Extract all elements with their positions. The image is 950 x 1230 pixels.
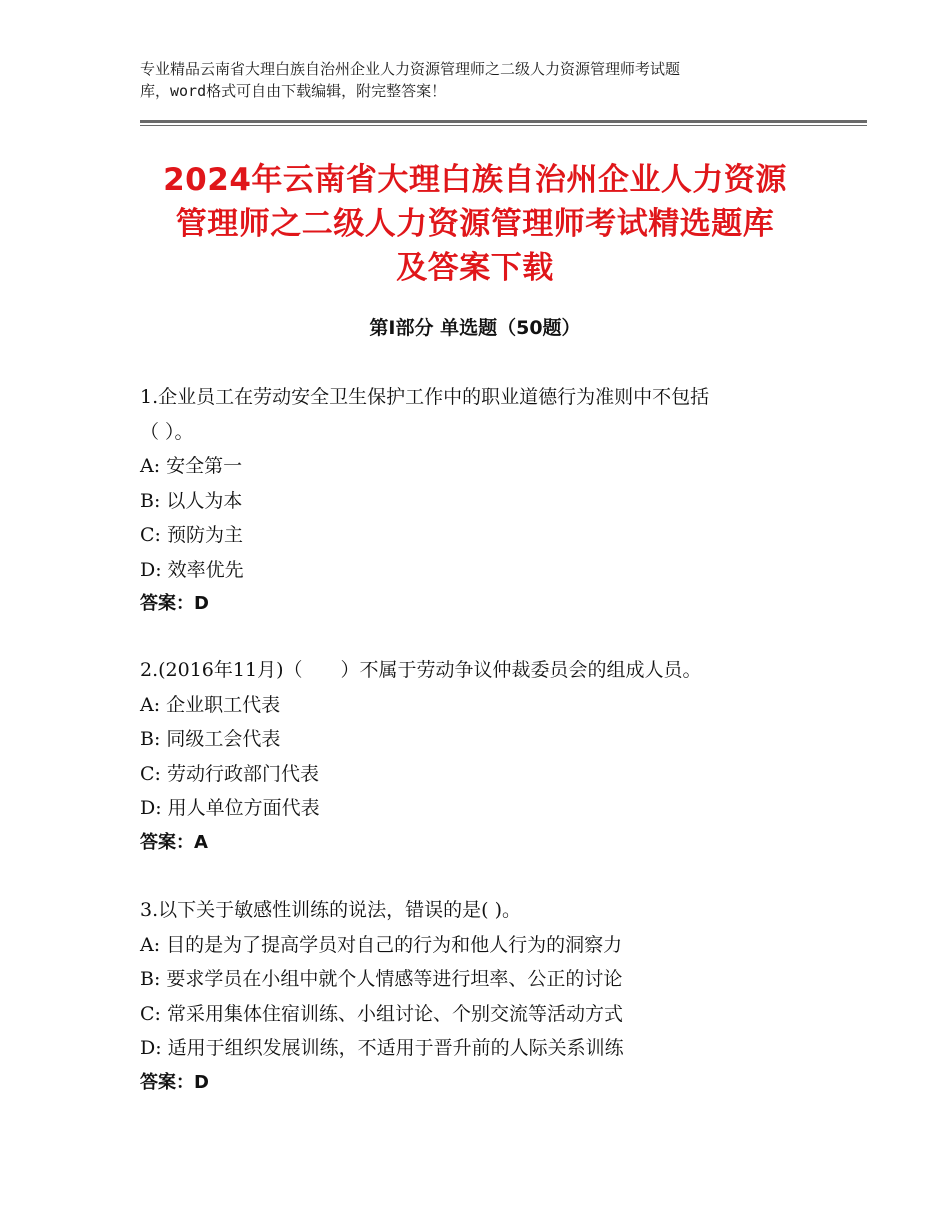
answer: 答案：A — [140, 831, 208, 853]
option-a: A: 目的是为了提高学员对自己的行为和他人行为的洞察力 — [140, 933, 623, 956]
option-b: B: 要求学员在小组中就个人情感等进行坦率、公正的讨论 — [140, 968, 623, 990]
option-d: D: 用人单位方面代表 — [140, 797, 320, 819]
header-note — [140, 58, 830, 102]
option-c: C: 预防为主 — [140, 524, 243, 546]
option-b: B: 以人为本 — [140, 489, 243, 512]
question-1 — [140, 380, 860, 622]
question-stem: （ ）。 — [140, 420, 194, 443]
header-note-line: 专业精品云南省大理白族自治州企业人力资源管理师之二级人力资源管理师考试题 — [140, 60, 681, 78]
option-c: C: 常采用集体住宿训练、小组讨论、个别交流等活动方式 — [140, 1002, 623, 1025]
document-title — [100, 158, 850, 290]
section-heading: 第Ⅰ部分 单选题（50题） — [369, 317, 581, 339]
question-3 — [140, 893, 860, 1100]
header-divider — [140, 120, 867, 126]
title-line: 及答案下载 — [396, 250, 554, 286]
title-line: 2024年云南省大理白族自治州企业人力资源 — [163, 162, 787, 198]
question-2 — [140, 653, 860, 860]
option-a: A: 安全第一 — [140, 455, 243, 477]
header-note-line: 库，word格式可自由下载编辑，附完整答案！ — [140, 82, 447, 100]
option-c: C: 劳动行政部门代表 — [140, 762, 319, 785]
answer: 答案：D — [140, 593, 209, 614]
question-stem: 3.以下关于敏感性训练的说法，错误的是( )。 — [140, 899, 521, 921]
option-b: B: 同级工会代表 — [140, 728, 281, 750]
answer: 答案：D — [140, 1071, 209, 1093]
question-stem: 1.企业员工在劳动安全卫生保护工作中的职业道德行为准则中不包括 — [140, 386, 710, 408]
title-line: 管理师之二级人力资源管理师考试精选题库 — [175, 206, 775, 242]
question-stem: 2.(2016年11月)（ ）不属于劳动争议仲裁委员会的组成人员。 — [140, 659, 702, 681]
option-a: A: 企业职工代表 — [140, 693, 281, 716]
option-d: D: 效率优先 — [140, 558, 244, 581]
option-d: D: 适用于组织发展训练，不适用于晋升前的人际关系训练 — [140, 1037, 624, 1059]
